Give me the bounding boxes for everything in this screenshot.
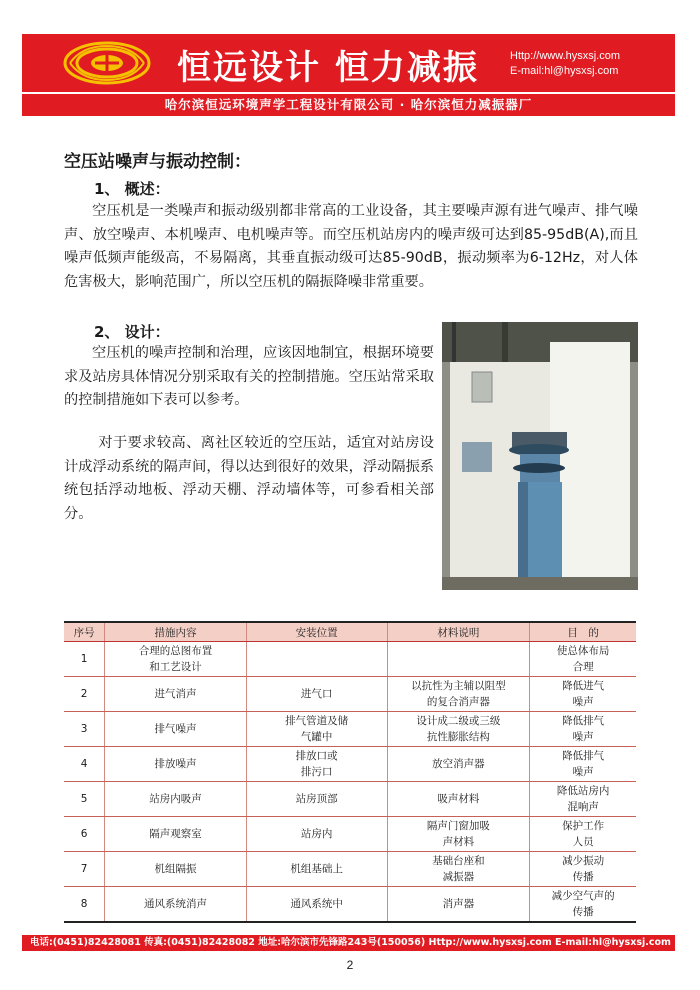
section-heading-overview: 1、 概述： <box>94 180 170 198</box>
cell-no: 1 <box>64 642 105 677</box>
cell-no: 5 <box>64 782 105 817</box>
cell-material-text: 设计成二级或三级抗性膨胀结构 <box>416 715 501 743</box>
company-name-bar: 哈尔滨恒远环境声学工程设计有限公司 · 哈尔滨恒力减振器厂 <box>22 94 675 116</box>
cell-purpose <box>530 747 636 782</box>
cell-location: 站房内 <box>246 817 387 852</box>
design-paragraph-2 <box>64 432 434 526</box>
cell-material: 吸声材料 <box>387 782 530 817</box>
cell-measure: 通风系统消声 <box>105 887 246 923</box>
cell-material: 消声器 <box>387 887 530 923</box>
cell-location <box>246 747 387 782</box>
cell-location: 站房顶部 <box>246 782 387 817</box>
cell-no: 7 <box>64 852 105 887</box>
table-row <box>64 747 636 782</box>
brand-title: 恒远设计 恒力减振 <box>177 48 479 88</box>
table-row <box>64 677 636 712</box>
cell-measure <box>105 642 246 677</box>
table-row <box>64 817 636 852</box>
cell-material-text: 基础台座和减振器 <box>432 855 485 883</box>
design-text-2: 对于要求较高、离社区较近的空压站，适宜对站房设计成浮动系统的隔声间，得以达到很好的效果，浮动隔振系统包括浮动地板、浮动天棚、浮动墙体等，可参看相关部分。 <box>64 435 434 522</box>
header-website[interactable]: Http://www.hysxsj.com <box>510 50 621 62</box>
cell-material <box>387 677 530 712</box>
cell-location <box>246 712 387 747</box>
cell-no: 8 <box>64 887 105 923</box>
control-measures-table <box>64 621 636 923</box>
section-heading-design: 2、 设计： <box>94 323 170 341</box>
col-header-material: 材料说明 <box>387 622 530 642</box>
cell-material: 放空消声器 <box>387 747 530 782</box>
compressor-isolator-photo <box>442 322 638 590</box>
overview-text: 空压机是一类噪声和振动级别都非常高的工业设备，其主要噪声源有进气噪声、排气噪声、放空噪声、本机噪声、电机噪声等。而空压机站房内的噪声级可达到85-95dB(A),而且噪声低频声能级高，不易隔离，其垂直振动级可达85-90dB，振动频率为6-12Hz，对人体危害极大，影响范围广，所以空压机的隔振降噪非常重要。 <box>64 203 638 290</box>
cell-material <box>387 817 530 852</box>
cell-location: 机组基础上 <box>246 852 387 887</box>
cell-material-text: 隔声门窗加吸声材料 <box>426 820 490 848</box>
cell-material <box>387 712 530 747</box>
cell-purpose <box>530 887 636 923</box>
cell-purpose-text: 减少振动传播 <box>562 855 605 883</box>
cell-measure: 站房内吸声 <box>105 782 246 817</box>
table-row <box>64 642 636 677</box>
cell-location-text: 排放口或排污口 <box>295 750 338 778</box>
cell-purpose-text: 减少空气声的传播 <box>551 890 615 918</box>
cell-purpose-text: 使总体布局合理 <box>556 645 610 673</box>
design-text-1: 空压机的噪声控制和治理，应该因地制宜，根据环境要求及站房具体情况分别采取有关的控制措施。空压站常采取的控制措施如下表可以参考。 <box>64 345 434 408</box>
cell-location <box>246 642 387 677</box>
header-email[interactable]: E-mail:hl@hysxsj.com <box>510 65 619 77</box>
cell-purpose <box>530 817 636 852</box>
cell-purpose <box>530 782 636 817</box>
overview-paragraph <box>64 200 638 294</box>
cell-purpose-text: 降低站房内混响声 <box>556 785 610 813</box>
col-header-purpose: 目 的 <box>530 622 636 642</box>
col-header-location: 安装位置 <box>246 622 387 642</box>
cell-material <box>387 642 530 677</box>
article-title: 空压站噪声与振动控制： <box>64 152 251 172</box>
cell-purpose-text: 保护工作人员 <box>562 820 605 848</box>
cell-measure: 排气噪声 <box>105 712 246 747</box>
cell-location: 通风系统中 <box>246 887 387 923</box>
cell-purpose-text: 降低进气噪声 <box>562 680 605 708</box>
cell-location: 进气口 <box>246 677 387 712</box>
col-header-measure: 措施内容 <box>105 622 246 642</box>
cell-location-text: 排气管道及储气罐中 <box>285 715 349 743</box>
cell-purpose <box>530 852 636 887</box>
cell-measure: 隔声观察室 <box>105 817 246 852</box>
cell-material <box>387 852 530 887</box>
company-logo-icon <box>62 40 152 86</box>
cell-no: 2 <box>64 677 105 712</box>
cell-measure: 排放噪声 <box>105 747 246 782</box>
cell-material-text: 以抗性为主辅以阻型的复合消声器 <box>411 680 506 708</box>
cell-purpose <box>530 712 636 747</box>
cell-no: 6 <box>64 817 105 852</box>
cell-measure: 进气消声 <box>105 677 246 712</box>
contact-footer: 电话:(0451)82428081 传真:(0451)82428082 地址:哈尔滨市先锋路243号(150056) Http://www.hysxsj.com E-mail:hl@hysxsj.com <box>22 935 675 951</box>
design-paragraph-1 <box>64 342 434 413</box>
table-row <box>64 887 636 923</box>
cell-purpose <box>530 677 636 712</box>
table-row <box>64 782 636 817</box>
col-header-no: 序号 <box>64 622 105 642</box>
cell-measure: 机组隔振 <box>105 852 246 887</box>
cell-no: 4 <box>64 747 105 782</box>
page-header <box>22 34 675 92</box>
page-number: 2 <box>346 958 354 972</box>
cell-purpose <box>530 642 636 677</box>
table-row <box>64 852 636 887</box>
cell-purpose-text: 降低排气噪声 <box>562 715 605 743</box>
table-row <box>64 712 636 747</box>
cell-purpose-text: 降低排气噪声 <box>562 750 605 778</box>
cell-no: 3 <box>64 712 105 747</box>
table-header-row <box>64 622 636 642</box>
cell-measure-text: 合理的总图布置和工艺设计 <box>138 645 213 673</box>
